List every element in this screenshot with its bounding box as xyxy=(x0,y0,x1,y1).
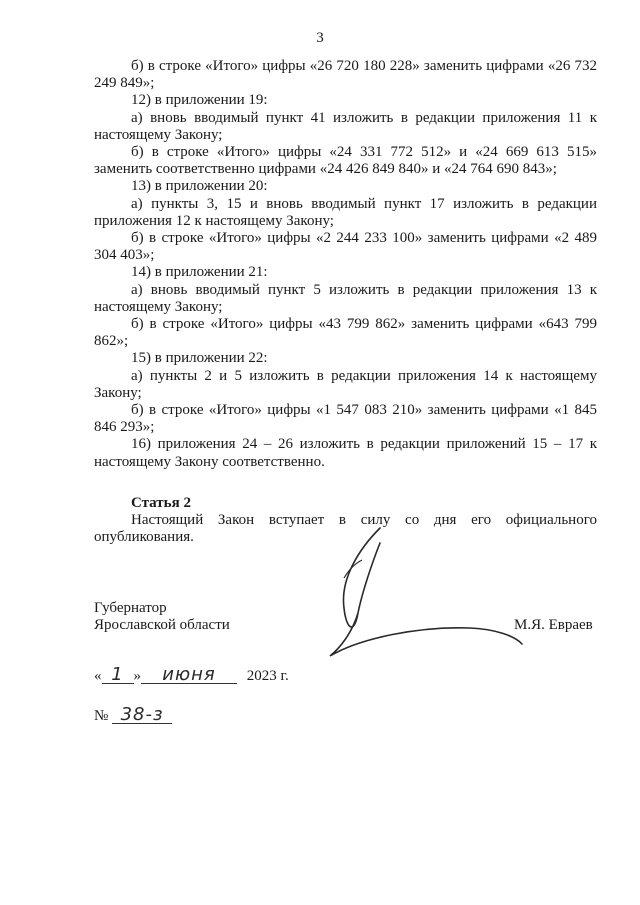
number-sign: № xyxy=(94,708,109,724)
paragraph: б) в строке «Итого» цифры «43 799 862» заменить цифрами «643 799 862»; xyxy=(94,316,597,350)
law-number xyxy=(94,706,172,725)
signatory-title-line-1: Губернатор xyxy=(94,600,167,616)
number-value: 38-з xyxy=(112,706,172,724)
date-month: июня xyxy=(141,666,237,684)
paragraph: 15) в приложении 22: xyxy=(131,350,268,367)
paragraph: 12) в приложении 19: xyxy=(131,92,268,109)
paragraph: а) пункты 2 и 5 изложить в редакции приложения 14 к настоящему Закону; xyxy=(94,367,597,401)
signatory-name: М.Я. Евраев xyxy=(514,617,593,633)
signatory-title xyxy=(94,600,230,634)
signatory-title-line-2: Ярославской области xyxy=(94,617,230,633)
amendments-list xyxy=(94,58,597,471)
signing-date xyxy=(94,666,289,685)
paragraph: 16) приложения 24 – 26 изложить в редакции приложений 15 – 17 к настоящему Закону соответственно. xyxy=(94,436,597,470)
handwritten-signature xyxy=(300,518,525,668)
paragraph: б) в строке «Итого» цифры «26 720 180 228» заменить цифрами «26 732 249 849»; xyxy=(94,58,597,92)
date-year: 2023 г. xyxy=(246,668,289,684)
paragraph: б) в строке «Итого» цифры «2 244 233 100» заменить цифрами «2 489 304 403»; xyxy=(94,230,597,264)
paragraph: б) в строке «Итого» цифры «1 547 083 210» заменить цифрами «1 845 846 293»; xyxy=(94,402,597,436)
paragraph: б) в строке «Итого» цифры «24 331 772 512» и «24 669 613 515» заменить соответственно цифрами «24 426 849 840» и «24 764 690 843»; xyxy=(94,144,597,178)
article-title: Статья 2 xyxy=(131,495,191,511)
date-close-quote: » xyxy=(133,668,141,684)
date-open-quote: « xyxy=(94,668,102,684)
article-text: Настоящий Закон вступает в силу со дня его официального опубликования. xyxy=(94,512,597,546)
paragraph: а) вновь вводимый пункт 41 изложить в редакции приложения 11 к настоящему Закону; xyxy=(94,109,597,143)
paragraph: 14) в приложении 21: xyxy=(131,264,268,281)
paragraph: а) пункты 3, 15 и вновь вводимый пункт 17 изложить в редакции приложения 12 к настоящему Закону; xyxy=(94,195,597,229)
page-number: 3 xyxy=(316,30,324,46)
paragraph: а) вновь вводимый пункт 5 изложить в редакции приложения 13 к настоящему Закону; xyxy=(94,281,597,315)
paragraph: 13) в приложении 20: xyxy=(131,178,268,195)
date-day: 1 xyxy=(102,666,134,684)
